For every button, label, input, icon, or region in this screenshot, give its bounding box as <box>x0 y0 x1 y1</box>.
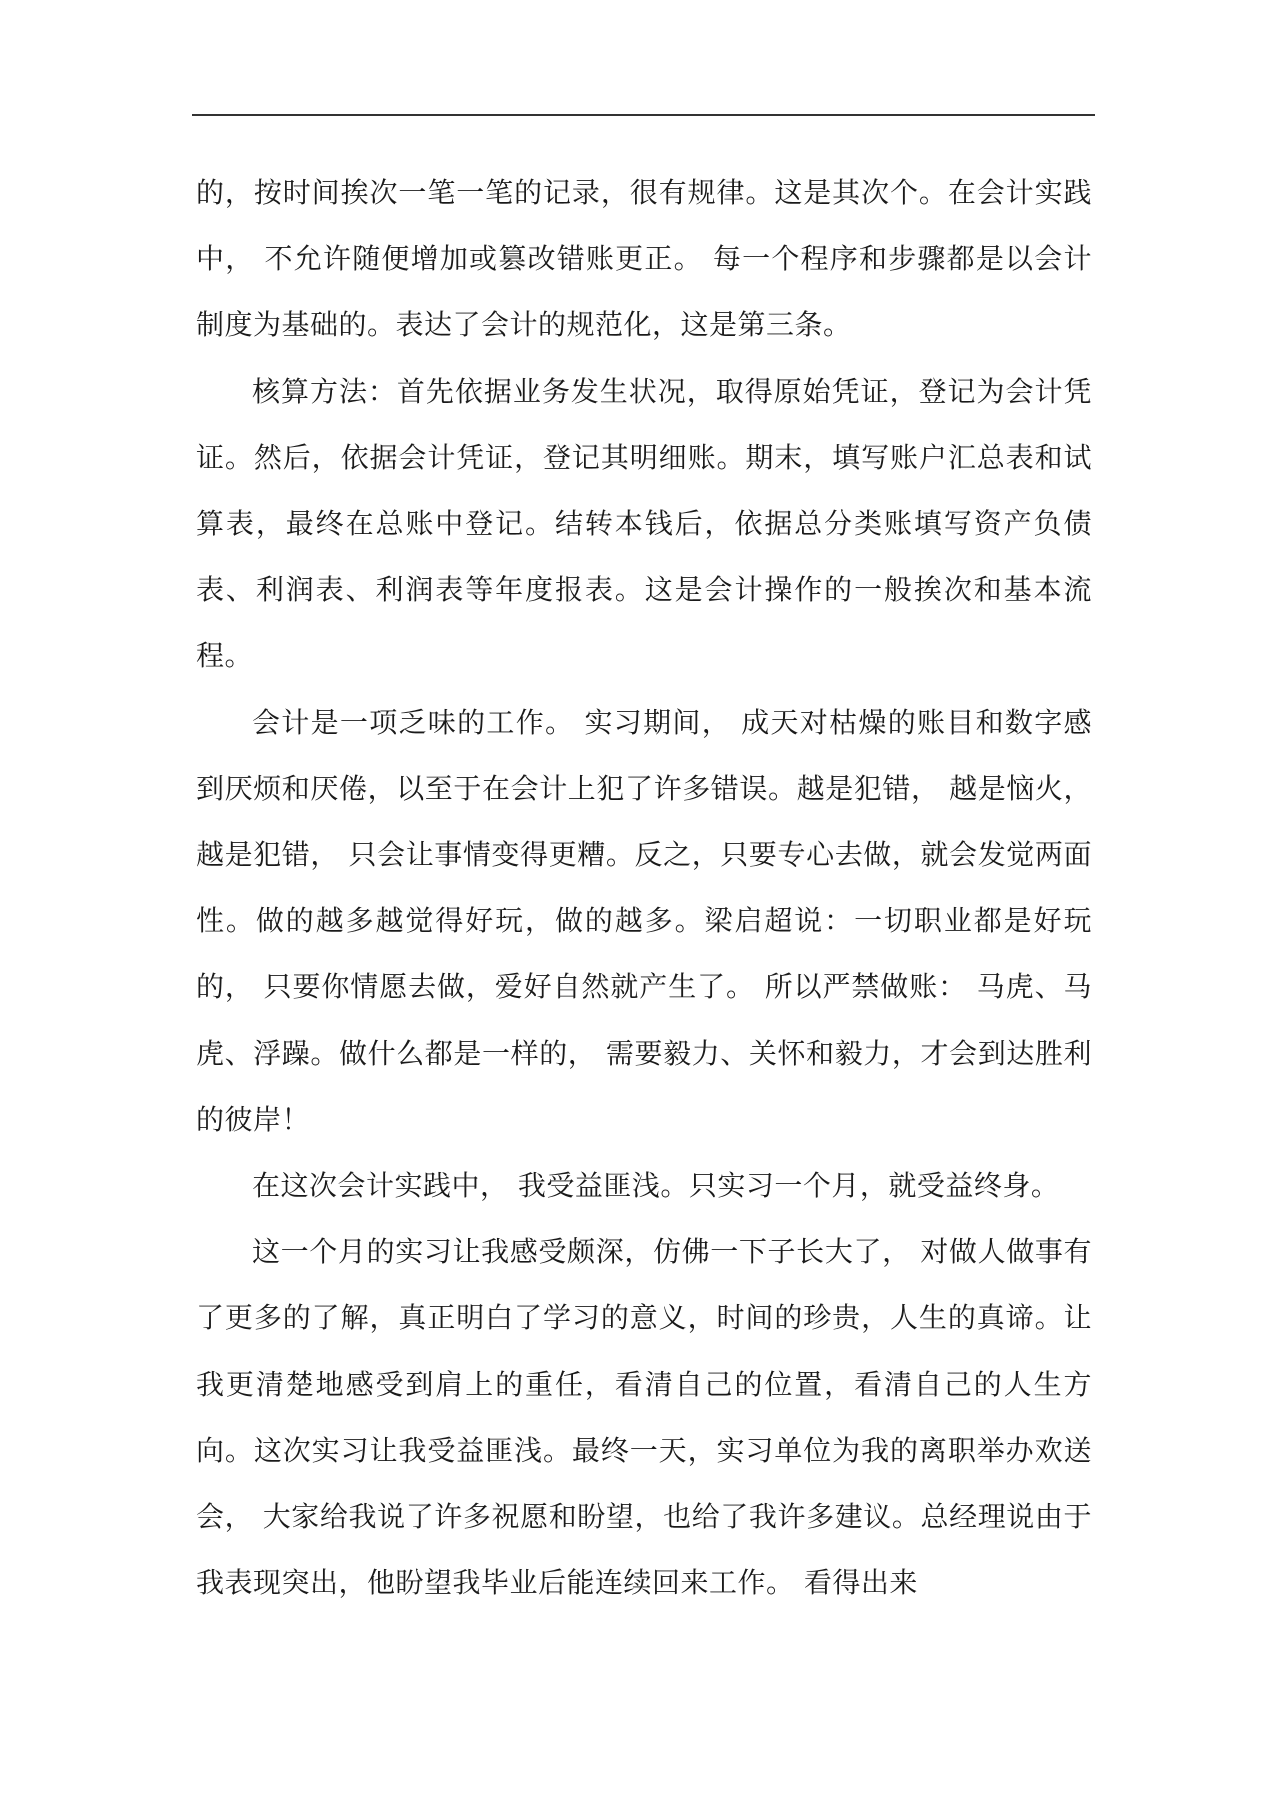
paragraph-4: 在这次会计实践中， 我受益匪浅。只实习一个月，就受益终身。 <box>252 1169 1060 1203</box>
paragraph-2: 核算方法：首先依据业务发生状况，取得原始凭证，登记为会计凭证。然后，依据会计凭证，登记其明细账。期末，填写账户汇总表和试算表，最终在总账中登记。结转本钱后，依据总分类账填写资产负债表、利润表、利润表等年度报表。这是会计操作的一般挨次和基本流程。 <box>196 374 1092 673</box>
document-body <box>196 160 1092 1616</box>
paragraph-3: 会计是一项乏味的工作。 实习期间， 成天对枯燥的账目和数字感到厌烦和厌倦，以至于在会计上犯了许多错误。越是犯错， 越是恼火，越是犯错， 只会让事情变得更糟。反之，只要专心去做，就会发觉两面性。做的越多越觉得好玩，做的越多。梁启超说：一切职业都是好玩的， 只要你情愿去做，爱好自然就产生了。 所以严禁做账： 马虎、马虎、浮躁。做什么都是一样的， 需要毅力、关怀和毅力，才会到达胜利的彼岸！ <box>196 705 1092 1136</box>
header-rule <box>192 114 1095 116</box>
paragraph-5: 这一个月的实习让我感受颇深，仿佛一下子长大了， 对做人做事有了更多的了解，真正明白了学习的意义，时间的珍贵，人生的真谛。让我更清楚地感受到肩上的重任，看清自己的位置，看清自己的人生方向。这次实习让我受益匪浅。最终一天，实习单位为我的离职举办欢送会， 大家给我说了许多祝愿和盼望，也给了我许多建议。总经理说由于我表现突出，他盼望我毕业后能连续回来工作。 看得出来 <box>196 1235 1092 1600</box>
paragraph-1: 的，按时间挨次一笔一笔的记录，很有规律。这是其次个。在会计实践中， 不允许随便增加或篡改错账更正。 每一个程序和步骤都是以会计制度为基础的。表达了会计的规范化，这是第三条。 <box>196 176 1092 342</box>
